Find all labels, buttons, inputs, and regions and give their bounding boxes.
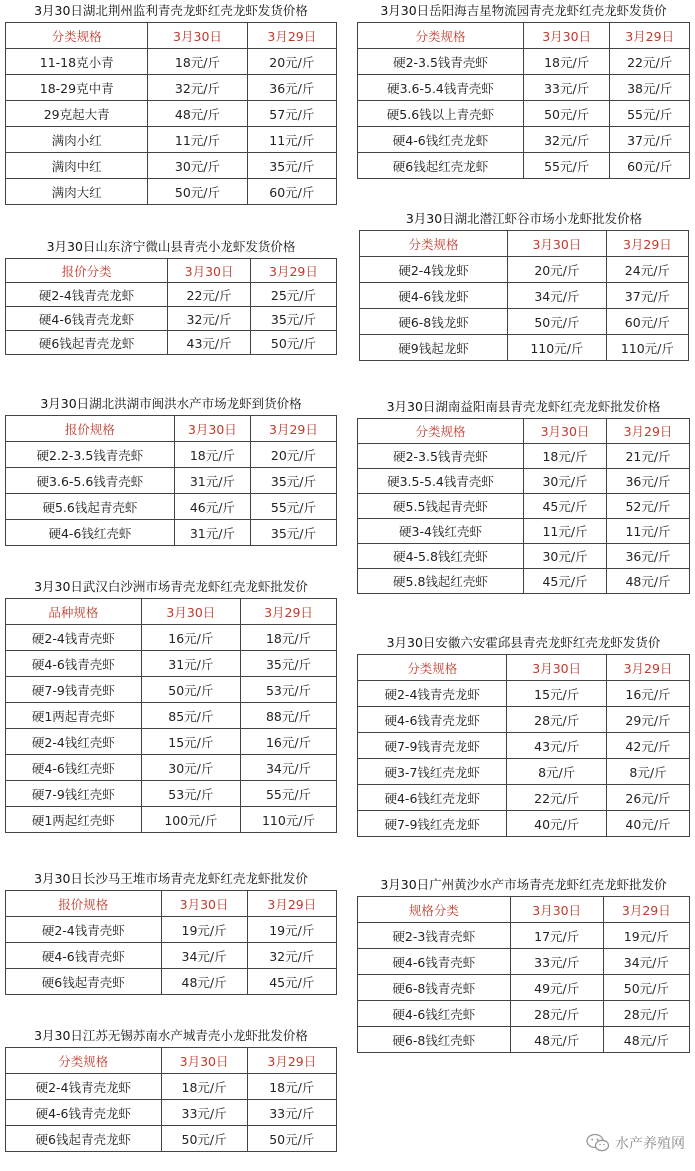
table-title: 3月30日江苏无锡苏南水产城青壳小龙虾批发价格 bbox=[34, 1028, 308, 1043]
price-table bbox=[357, 22, 690, 179]
spec-cell: 硬4-6钱青壳虾 bbox=[6, 943, 162, 969]
price-cell: 55元/斤 bbox=[524, 153, 610, 179]
price-cell: 18元/斤 bbox=[174, 442, 250, 468]
price-cell: 19元/斤 bbox=[603, 923, 689, 949]
price-cell: 40元/斤 bbox=[507, 811, 607, 837]
table-row bbox=[360, 335, 689, 361]
spec-cell: 硬3.6-5.4钱青壳虾 bbox=[358, 75, 524, 101]
price-table bbox=[357, 418, 690, 594]
table-row bbox=[358, 923, 690, 949]
table-row bbox=[6, 807, 337, 833]
price-cell: 31元/斤 bbox=[174, 520, 250, 546]
header-cell: 3月29日 bbox=[250, 259, 336, 283]
table-row bbox=[6, 494, 337, 520]
price-cell: 37元/斤 bbox=[606, 283, 688, 309]
price-table-jingzhou bbox=[5, 2, 337, 205]
header-cell: 3月29日 bbox=[610, 23, 690, 49]
header-cell: 3月30日 bbox=[174, 416, 250, 442]
price-cell: 18元/斤 bbox=[161, 1074, 247, 1100]
price-cell: 31元/斤 bbox=[174, 468, 250, 494]
spec-cell: 硬7-9钱青壳虾 bbox=[6, 677, 142, 703]
spec-cell: 硬4-6钱红壳龙虾 bbox=[358, 127, 524, 153]
spec-cell: 硬5.5钱起青壳虾 bbox=[358, 494, 524, 519]
price-cell: 35元/斤 bbox=[247, 153, 336, 179]
price-cell: 30元/斤 bbox=[524, 544, 607, 569]
table-row bbox=[6, 442, 337, 468]
table-title: 3月30日广州黄沙水产市场青壳龙虾红壳龙虾批发价 bbox=[380, 877, 667, 892]
price-cell: 60元/斤 bbox=[606, 309, 688, 335]
header-cell: 3月30日 bbox=[161, 1048, 247, 1074]
spec-cell: 满肉小红 bbox=[6, 127, 148, 153]
table-row bbox=[6, 468, 337, 494]
price-cell: 32元/斤 bbox=[148, 75, 247, 101]
table-title: 3月30日山东济宁微山县青壳小龙虾发货价格 bbox=[46, 239, 296, 254]
header-cell: 3月29日 bbox=[603, 897, 689, 923]
spec-cell: 硬4-6钱龙虾 bbox=[360, 283, 508, 309]
price-cell: 40元/斤 bbox=[606, 811, 689, 837]
price-cell: 29元/斤 bbox=[606, 707, 689, 733]
spec-cell: 硬2-3钱青壳虾 bbox=[358, 923, 511, 949]
spec-cell: 满肉中红 bbox=[6, 153, 148, 179]
table-row bbox=[358, 975, 690, 1001]
price-cell: 60元/斤 bbox=[610, 153, 690, 179]
price-cell: 50元/斤 bbox=[247, 1126, 336, 1152]
price-cell: 100元/斤 bbox=[141, 807, 240, 833]
price-cell: 34元/斤 bbox=[508, 283, 607, 309]
price-cell: 22元/斤 bbox=[610, 49, 690, 75]
header-cell: 3月30日 bbox=[148, 23, 247, 49]
price-cell: 110元/斤 bbox=[508, 335, 607, 361]
table-title: 3月30日岳阳海吉星物流园青壳龙虾红壳龙虾发货价 bbox=[380, 3, 667, 18]
price-table-wuhan bbox=[5, 578, 337, 833]
header-cell: 分类规格 bbox=[6, 23, 148, 49]
spec-cell: 硬4-6钱青壳龙虾 bbox=[6, 1100, 162, 1126]
price-cell: 22元/斤 bbox=[507, 785, 607, 811]
table-header-row bbox=[6, 599, 337, 625]
spec-cell: 硬9钱起龙虾 bbox=[360, 335, 508, 361]
price-cell: 20元/斤 bbox=[250, 442, 336, 468]
header-cell: 3月30日 bbox=[168, 259, 251, 283]
spec-cell: 硬7-9钱红壳龙虾 bbox=[358, 811, 507, 837]
table-row bbox=[6, 520, 337, 546]
price-table-qianjiang bbox=[359, 210, 689, 361]
table-header-row bbox=[6, 416, 337, 442]
table-title: 3月30日湖北洪湖市闽洪水产市场龙虾到货价格 bbox=[40, 396, 302, 411]
spec-cell: 硬2-4钱青壳龙虾 bbox=[358, 681, 507, 707]
spec-cell: 硬4-6钱红壳虾 bbox=[6, 755, 142, 781]
price-cell: 55元/斤 bbox=[241, 781, 337, 807]
header-cell: 分类规格 bbox=[358, 419, 524, 444]
price-table bbox=[5, 598, 337, 833]
spec-cell: 硬4-6钱青壳虾 bbox=[6, 651, 142, 677]
table-row bbox=[6, 1100, 337, 1126]
spec-cell: 硬7-9钱青壳龙虾 bbox=[358, 733, 507, 759]
table-row bbox=[6, 49, 337, 75]
spec-cell: 硬5.6钱起青壳虾 bbox=[6, 494, 175, 520]
header-cell: 3月30日 bbox=[524, 23, 610, 49]
price-cell: 60元/斤 bbox=[247, 179, 336, 205]
price-table-yiyang bbox=[357, 398, 690, 594]
price-cell: 55元/斤 bbox=[250, 494, 336, 520]
price-table bbox=[359, 230, 689, 361]
price-table bbox=[5, 415, 337, 546]
spec-cell: 硬6钱起红壳龙虾 bbox=[358, 153, 524, 179]
header-cell: 3月29日 bbox=[247, 1048, 336, 1074]
table-row bbox=[6, 283, 337, 307]
price-cell: 43元/斤 bbox=[507, 733, 607, 759]
price-cell: 45元/斤 bbox=[524, 569, 607, 594]
table-row bbox=[358, 127, 690, 153]
price-cell: 34元/斤 bbox=[241, 755, 337, 781]
table-row bbox=[6, 1074, 337, 1100]
price-cell: 32元/斤 bbox=[247, 943, 336, 969]
header-cell: 3月30日 bbox=[161, 891, 247, 917]
table-header-row bbox=[6, 891, 337, 917]
spec-cell: 硬6钱起青壳龙虾 bbox=[6, 331, 168, 355]
table-row bbox=[358, 75, 690, 101]
price-cell: 20元/斤 bbox=[247, 49, 336, 75]
price-table-wuxi bbox=[5, 1027, 337, 1152]
spec-cell: 硬6钱起青壳虾 bbox=[6, 969, 162, 995]
price-cell: 48元/斤 bbox=[603, 1027, 689, 1053]
price-cell: 50元/斤 bbox=[141, 677, 240, 703]
table-row bbox=[6, 703, 337, 729]
table-title: 3月30日武汉白沙洲市场青壳龙虾红壳龙虾批发价 bbox=[34, 579, 308, 594]
spec-cell: 硬2-4钱龙虾 bbox=[360, 257, 508, 283]
price-cell: 8元/斤 bbox=[606, 759, 689, 785]
price-cell: 45元/斤 bbox=[524, 494, 607, 519]
table-row bbox=[6, 307, 337, 331]
price-cell: 43元/斤 bbox=[168, 331, 251, 355]
price-cell: 33元/斤 bbox=[247, 1100, 336, 1126]
price-cell: 16元/斤 bbox=[241, 729, 337, 755]
price-cell: 34元/斤 bbox=[603, 949, 689, 975]
price-cell: 21元/斤 bbox=[607, 444, 690, 469]
price-table-huoqiu bbox=[357, 634, 690, 837]
table-title: 3月30日湖北荆州监利青壳龙虾红壳龙虾发货价格 bbox=[34, 3, 308, 18]
spec-cell: 硬4-5.8钱红壳虾 bbox=[358, 544, 524, 569]
price-cell: 30元/斤 bbox=[524, 469, 607, 494]
price-cell: 22元/斤 bbox=[168, 283, 251, 307]
price-cell: 45元/斤 bbox=[247, 969, 336, 995]
header-cell: 分类规格 bbox=[358, 655, 507, 681]
price-table bbox=[5, 890, 337, 995]
price-cell: 8元/斤 bbox=[507, 759, 607, 785]
price-table-guangzhou bbox=[357, 876, 690, 1053]
price-cell: 88元/斤 bbox=[241, 703, 337, 729]
header-cell: 3月29日 bbox=[247, 23, 336, 49]
header-cell: 3月29日 bbox=[607, 419, 690, 444]
spec-cell: 硬3.6-5.6钱青壳虾 bbox=[6, 468, 175, 494]
price-table bbox=[357, 896, 690, 1053]
price-cell: 85元/斤 bbox=[141, 703, 240, 729]
spec-cell: 硬4-6钱红壳龙虾 bbox=[358, 785, 507, 811]
price-cell: 15元/斤 bbox=[141, 729, 240, 755]
table-title: 3月30日长沙马王堆市场青壳龙虾红壳龙虾批发价 bbox=[34, 871, 308, 886]
spec-cell: 硬2-3.5钱青壳虾 bbox=[358, 49, 524, 75]
header-cell: 3月30日 bbox=[507, 655, 607, 681]
spec-cell: 硬3-7钱红壳龙虾 bbox=[358, 759, 507, 785]
price-cell: 50元/斤 bbox=[508, 309, 607, 335]
header-cell: 3月29日 bbox=[241, 599, 337, 625]
price-cell: 37元/斤 bbox=[610, 127, 690, 153]
price-cell: 36元/斤 bbox=[247, 75, 336, 101]
table-row bbox=[6, 179, 337, 205]
table-row bbox=[358, 1001, 690, 1027]
price-table-honghu bbox=[5, 395, 337, 546]
header-cell: 3月29日 bbox=[247, 891, 336, 917]
table-row bbox=[6, 1126, 337, 1152]
table-row bbox=[358, 101, 690, 127]
price-cell: 11元/斤 bbox=[247, 127, 336, 153]
table-row bbox=[6, 75, 337, 101]
price-cell: 26元/斤 bbox=[606, 785, 689, 811]
table-row bbox=[358, 569, 690, 594]
price-cell: 35元/斤 bbox=[250, 520, 336, 546]
header-cell: 报价规格 bbox=[6, 416, 175, 442]
spec-cell: 硬1两起红壳虾 bbox=[6, 807, 142, 833]
price-cell: 11元/斤 bbox=[607, 519, 690, 544]
price-cell: 18元/斤 bbox=[241, 625, 337, 651]
table-row bbox=[6, 651, 337, 677]
price-cell: 38元/斤 bbox=[610, 75, 690, 101]
header-cell: 3月29日 bbox=[606, 655, 689, 681]
table-row bbox=[6, 101, 337, 127]
table-row bbox=[6, 729, 337, 755]
table-header-row bbox=[358, 23, 690, 49]
price-cell: 48元/斤 bbox=[161, 969, 247, 995]
price-cell: 25元/斤 bbox=[250, 283, 336, 307]
table-row bbox=[358, 759, 690, 785]
table-header-row bbox=[360, 231, 689, 257]
table-row bbox=[358, 544, 690, 569]
price-cell: 48元/斤 bbox=[607, 569, 690, 594]
spec-cell: 11-18克小青 bbox=[6, 49, 148, 75]
price-cell: 16元/斤 bbox=[606, 681, 689, 707]
price-cell: 50元/斤 bbox=[524, 101, 610, 127]
table-row bbox=[6, 153, 337, 179]
table-row bbox=[6, 127, 337, 153]
price-cell: 49元/斤 bbox=[510, 975, 603, 1001]
spec-cell: 硬5.6钱以上青壳虾 bbox=[358, 101, 524, 127]
header-cell: 报价规格 bbox=[6, 891, 162, 917]
table-title: 3月30日湖南益阳南县青壳龙虾红壳龙虾批发价格 bbox=[386, 399, 661, 414]
price-cell: 31元/斤 bbox=[141, 651, 240, 677]
table-row bbox=[358, 469, 690, 494]
table-row bbox=[360, 283, 689, 309]
price-cell: 35元/斤 bbox=[250, 307, 336, 331]
price-cell: 42元/斤 bbox=[606, 733, 689, 759]
spec-cell: 硬3.5-5.4钱青壳虾 bbox=[358, 469, 524, 494]
table-row bbox=[6, 331, 337, 355]
table-row bbox=[358, 811, 690, 837]
price-cell: 35元/斤 bbox=[250, 468, 336, 494]
price-cell: 34元/斤 bbox=[161, 943, 247, 969]
table-row bbox=[358, 733, 690, 759]
price-cell: 110元/斤 bbox=[241, 807, 337, 833]
table-header-row bbox=[6, 23, 337, 49]
price-cell: 55元/斤 bbox=[610, 101, 690, 127]
table-title: 3月30日安徽六安霍邱县青壳龙虾红壳龙虾发货价 bbox=[386, 635, 661, 650]
price-cell: 18元/斤 bbox=[148, 49, 247, 75]
price-cell: 18元/斤 bbox=[247, 1074, 336, 1100]
table-row bbox=[358, 153, 690, 179]
table-row bbox=[6, 969, 337, 995]
spec-cell: 硬3-4钱红壳虾 bbox=[358, 519, 524, 544]
header-cell: 报价分类 bbox=[6, 259, 168, 283]
watermark-text: 水产养殖网 bbox=[615, 1136, 685, 1152]
watermark bbox=[586, 1133, 685, 1153]
spec-cell: 硬1两起青壳虾 bbox=[6, 703, 142, 729]
price-cell: 50元/斤 bbox=[603, 975, 689, 1001]
price-cell: 18元/斤 bbox=[524, 444, 607, 469]
table-row bbox=[358, 785, 690, 811]
header-cell: 3月30日 bbox=[510, 897, 603, 923]
table-row bbox=[358, 444, 690, 469]
price-cell: 28元/斤 bbox=[603, 1001, 689, 1027]
price-cell: 32元/斤 bbox=[524, 127, 610, 153]
table-row bbox=[358, 519, 690, 544]
price-cell: 30元/斤 bbox=[148, 153, 247, 179]
price-cell: 20元/斤 bbox=[508, 257, 607, 283]
table-row bbox=[6, 917, 337, 943]
header-cell: 分类规格 bbox=[358, 23, 524, 49]
spec-cell: 硬4-6钱青壳龙虾 bbox=[6, 307, 168, 331]
spec-cell: 硬4-6钱红壳虾 bbox=[358, 1001, 511, 1027]
price-cell: 11元/斤 bbox=[148, 127, 247, 153]
spec-cell: 29克起大青 bbox=[6, 101, 148, 127]
spec-cell: 硬2-4钱青壳龙虾 bbox=[6, 1074, 162, 1100]
spec-cell: 满肉大红 bbox=[6, 179, 148, 205]
price-cell: 57元/斤 bbox=[247, 101, 336, 127]
header-cell: 规格分类 bbox=[358, 897, 511, 923]
table-row bbox=[358, 49, 690, 75]
table-row bbox=[360, 309, 689, 335]
price-cell: 19元/斤 bbox=[247, 917, 336, 943]
spec-cell: 硬2.2-3.5钱青壳虾 bbox=[6, 442, 175, 468]
price-cell: 18元/斤 bbox=[524, 49, 610, 75]
spec-cell: 硬6钱起青壳龙虾 bbox=[6, 1126, 162, 1152]
price-cell: 50元/斤 bbox=[161, 1126, 247, 1152]
price-cell: 33元/斤 bbox=[161, 1100, 247, 1126]
price-table bbox=[357, 654, 690, 837]
spec-cell: 硬4-6钱红壳虾 bbox=[6, 520, 175, 546]
spec-cell: 硬2-4钱青壳虾 bbox=[6, 625, 142, 651]
price-cell: 28元/斤 bbox=[510, 1001, 603, 1027]
price-cell: 36元/斤 bbox=[607, 544, 690, 569]
header-cell: 3月30日 bbox=[141, 599, 240, 625]
header-cell: 3月29日 bbox=[606, 231, 688, 257]
spec-cell: 硬2-4钱红壳虾 bbox=[6, 729, 142, 755]
price-table bbox=[5, 1047, 337, 1152]
table-header-row bbox=[6, 1048, 337, 1074]
header-cell: 3月29日 bbox=[250, 416, 336, 442]
price-cell: 16元/斤 bbox=[141, 625, 240, 651]
table-row bbox=[6, 755, 337, 781]
price-cell: 52元/斤 bbox=[607, 494, 690, 519]
price-table-yueyang bbox=[357, 2, 690, 179]
price-cell: 32元/斤 bbox=[168, 307, 251, 331]
table-row bbox=[358, 494, 690, 519]
price-cell: 53元/斤 bbox=[241, 677, 337, 703]
price-table bbox=[5, 22, 337, 205]
spec-cell: 18-29克中青 bbox=[6, 75, 148, 101]
price-cell: 28元/斤 bbox=[507, 707, 607, 733]
spec-cell: 硬6-8钱青壳虾 bbox=[358, 975, 511, 1001]
table-row bbox=[6, 943, 337, 969]
price-cell: 33元/斤 bbox=[524, 75, 610, 101]
price-table bbox=[5, 258, 337, 355]
header-cell: 分类规格 bbox=[6, 1048, 162, 1074]
table-row bbox=[6, 625, 337, 651]
table-header-row bbox=[358, 419, 690, 444]
price-cell: 17元/斤 bbox=[510, 923, 603, 949]
header-cell: 分类规格 bbox=[360, 231, 508, 257]
spec-cell: 硬7-9钱红壳虾 bbox=[6, 781, 142, 807]
price-cell: 19元/斤 bbox=[161, 917, 247, 943]
spec-cell: 硬5.8钱起红壳虾 bbox=[358, 569, 524, 594]
table-header-row bbox=[358, 897, 690, 923]
price-cell: 30元/斤 bbox=[141, 755, 240, 781]
table-header-row bbox=[6, 259, 337, 283]
spec-cell: 硬2-4钱青壳龙虾 bbox=[6, 283, 168, 307]
price-cell: 15元/斤 bbox=[507, 681, 607, 707]
price-cell: 50元/斤 bbox=[148, 179, 247, 205]
price-cell: 48元/斤 bbox=[148, 101, 247, 127]
price-cell: 46元/斤 bbox=[174, 494, 250, 520]
spec-cell: 硬4-6钱青壳龙虾 bbox=[358, 707, 507, 733]
table-row bbox=[6, 781, 337, 807]
price-cell: 53元/斤 bbox=[141, 781, 240, 807]
header-cell: 3月30日 bbox=[524, 419, 607, 444]
header-cell: 品种规格 bbox=[6, 599, 142, 625]
price-cell: 35元/斤 bbox=[241, 651, 337, 677]
table-row bbox=[358, 707, 690, 733]
price-cell: 11元/斤 bbox=[524, 519, 607, 544]
table-row bbox=[360, 257, 689, 283]
table-row bbox=[6, 677, 337, 703]
wechat-icon bbox=[586, 1133, 610, 1153]
spec-cell: 硬6-8钱红壳虾 bbox=[358, 1027, 511, 1053]
spec-cell: 硬2-3.5钱青壳虾 bbox=[358, 444, 524, 469]
table-row bbox=[358, 681, 690, 707]
table-row bbox=[358, 949, 690, 975]
price-cell: 110元/斤 bbox=[606, 335, 688, 361]
table-title: 3月30日湖北潜江虾谷市场小龙虾批发价格 bbox=[405, 211, 643, 226]
spec-cell: 硬4-6钱青壳虾 bbox=[358, 949, 511, 975]
table-row bbox=[358, 1027, 690, 1053]
price-table-weishan bbox=[5, 238, 337, 355]
table-header-row bbox=[358, 655, 690, 681]
spec-cell: 硬2-4钱青壳虾 bbox=[6, 917, 162, 943]
price-cell: 24元/斤 bbox=[606, 257, 688, 283]
price-cell: 36元/斤 bbox=[607, 469, 690, 494]
header-cell: 3月30日 bbox=[508, 231, 607, 257]
spec-cell: 硬6-8钱龙虾 bbox=[360, 309, 508, 335]
price-cell: 50元/斤 bbox=[250, 331, 336, 355]
price-cell: 33元/斤 bbox=[510, 949, 603, 975]
price-table-changsha bbox=[5, 870, 337, 995]
price-cell: 48元/斤 bbox=[510, 1027, 603, 1053]
